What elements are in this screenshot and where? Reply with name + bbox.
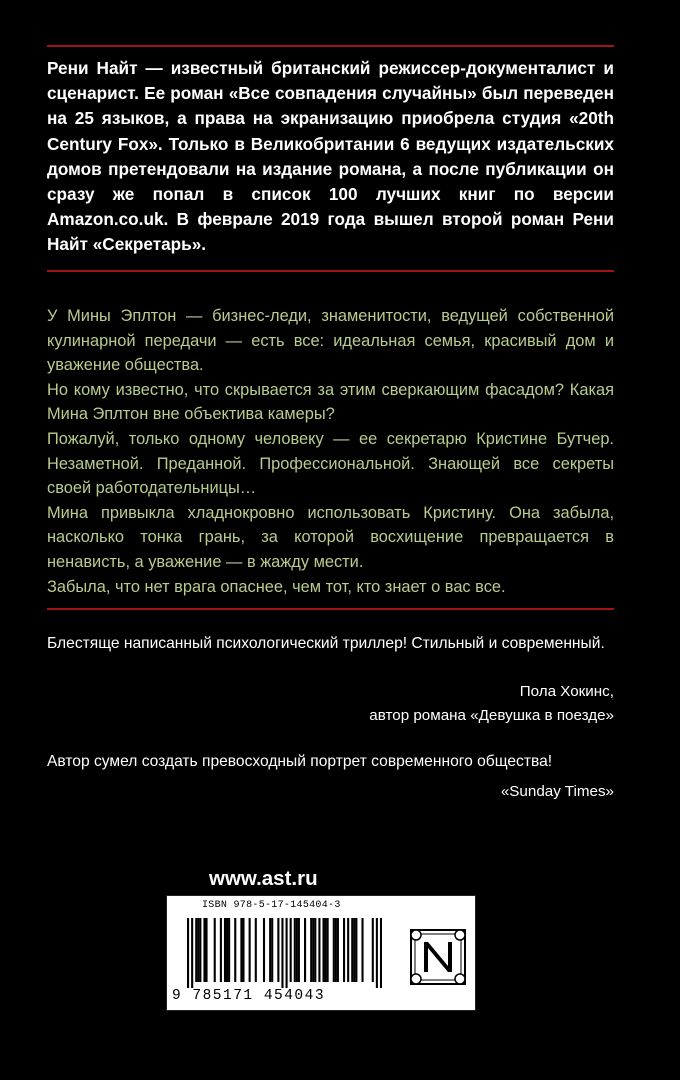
lower-red-rule bbox=[47, 608, 614, 610]
barcode-bar bbox=[290, 918, 292, 982]
barcode-bar bbox=[281, 918, 283, 988]
annotation-paragraph: Мина привыкла хладнокровно использовать Кристину. Она забыла, насколько тонка грань, за которой восхищение превращается в ненависть, а уважение — в жажду мести. bbox=[47, 503, 614, 571]
barcode-bar bbox=[355, 918, 357, 982]
barcode-bar bbox=[351, 918, 353, 982]
annotation-paragraph: Забыла, что нет врага опаснее, чем тот, кто знает о вас все. bbox=[47, 577, 506, 596]
barcode-bar bbox=[271, 918, 273, 982]
barcode-bar bbox=[224, 918, 226, 982]
publisher-logo-icon bbox=[407, 926, 469, 988]
annotation-paragraph: Но кому известно, что скрывается за этим сверкающим фасадом? Какая Мина Эплтон вне объектива камеры? bbox=[47, 380, 614, 424]
barcode-bar bbox=[220, 918, 222, 982]
barcode-bar bbox=[226, 918, 228, 982]
barcode-bar bbox=[242, 918, 244, 982]
barcode-bar bbox=[286, 918, 288, 988]
review-quote-1: Блестяще написанный психологический триллер! Стильный и современный. bbox=[47, 635, 605, 652]
review-attribution-2: «Sunday Times» bbox=[500, 783, 614, 800]
barcode-bar bbox=[205, 918, 207, 982]
barcode-bar bbox=[263, 918, 265, 982]
barcode-bar bbox=[187, 918, 189, 988]
barcode-bar bbox=[255, 918, 257, 982]
top-red-rule bbox=[47, 45, 614, 47]
publisher-website[interactable]: www.ast.ru bbox=[209, 867, 318, 890]
barcode-bar bbox=[333, 918, 335, 982]
barcode-bar bbox=[312, 918, 314, 982]
barcode-bar bbox=[249, 918, 251, 982]
review-quote-2: Автор сумел создать превосходный портрет современного общества! bbox=[47, 753, 553, 770]
barcode-bar bbox=[298, 918, 300, 982]
middle-red-rule bbox=[47, 270, 614, 272]
barcode-bar bbox=[234, 918, 236, 982]
barcode-bar bbox=[322, 918, 324, 982]
barcode-bar bbox=[304, 918, 306, 982]
isbn-label: ISBN 978-5-17-145404-3 bbox=[202, 900, 341, 911]
barcode-bar bbox=[197, 918, 199, 982]
barcode-bar bbox=[228, 918, 230, 982]
barcode-bar bbox=[327, 918, 329, 982]
review-attribution-1 bbox=[369, 680, 614, 728]
barcode-bar bbox=[335, 918, 337, 982]
barcode-bar bbox=[314, 918, 316, 982]
barcode-bar bbox=[214, 918, 216, 982]
attribution-author-title: автор романа «Девушка в поезде» bbox=[369, 707, 614, 724]
barcode-bar bbox=[195, 918, 197, 982]
barcode-digits: 9 785171 454043 bbox=[172, 988, 326, 1004]
barcode-panel bbox=[166, 895, 476, 1011]
barcode-bar bbox=[343, 918, 345, 982]
barcode-bar bbox=[310, 918, 312, 982]
barcode-bar bbox=[361, 918, 363, 982]
barcode-bar bbox=[269, 918, 271, 982]
barcode-bar bbox=[376, 918, 378, 988]
annotation-paragraph: Пожалуй, только одному человеку — ее секретарю Кристине Бутчер. Незаметной. Преданной. Профессиональной. Знающей все секреты своей работодательницы… bbox=[47, 429, 614, 498]
book-annotation bbox=[47, 304, 614, 599]
barcode-bar bbox=[372, 918, 374, 982]
barcode-bar bbox=[325, 918, 327, 982]
barcode-bar bbox=[347, 918, 349, 982]
attribution-author: Пола Хокинс, bbox=[519, 683, 614, 700]
barcode-bar bbox=[380, 918, 382, 988]
barcode-bar bbox=[277, 918, 279, 982]
barcode-bar bbox=[296, 918, 298, 982]
isbn-barcode bbox=[187, 918, 382, 988]
annotation-paragraph: У Мины Эплтон — бизнес-леди, знаменитости, ведущей собственной кулинарной передачи — есть все: идеальная семья, красивый дом и уважение общества. bbox=[47, 307, 614, 375]
barcode-bar bbox=[353, 918, 355, 982]
barcode-bar bbox=[191, 918, 193, 988]
barcode-bar bbox=[337, 918, 339, 982]
barcode-bar bbox=[240, 918, 242, 982]
barcode-bar bbox=[318, 918, 320, 982]
barcode-bar bbox=[294, 918, 296, 982]
barcode-bar bbox=[203, 918, 205, 982]
barcode-bar bbox=[199, 918, 201, 982]
author-bio: Рени Найт — известный британский режиссер-документалист и сценарист. Ее роман «Все совпадения случайны» был переведен на 25 языков, а права на экранизацию приобрела студия «20th Century Fox». Только в Великобритании 6 ведущих издательских домов претендовали на издание романа, а после публикации он сразу же попал в список 100 лучших книг по версии Amazon.co.uk. В феврале 2019 года вышел второй роман Рени Найт «Секретарь». bbox=[47, 58, 614, 255]
